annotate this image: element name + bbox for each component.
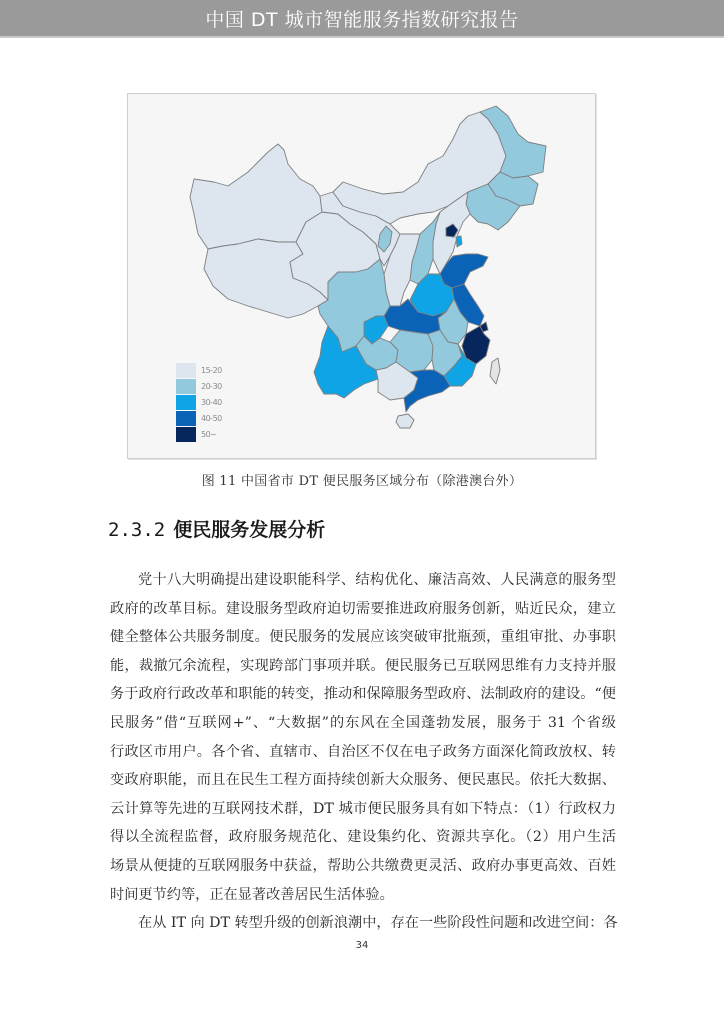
paragraph-line: 得以全流程监督，政府服务规范化、建设集约化、资源共享化。（2）用户生活: [110, 829, 616, 846]
report-title: 中国 DT 城市智能服务指数研究报告: [205, 8, 519, 31]
legend-item: 40-50: [176, 410, 222, 426]
region-hainan: [396, 414, 414, 428]
map-legend: [176, 362, 222, 442]
section-number: 2.3.2: [108, 519, 166, 541]
figure-map: [127, 93, 596, 459]
paragraph-line: 政府的改革目标。建设服务型政府迫切需要推进政府服务创新，贴近民众，建立: [110, 600, 616, 617]
paragraph-line: 云计算等先进的互联网技术群，DT 城市便民服务具有如下特点：（1）行政权力: [110, 800, 616, 817]
paragraph-line: 变政府职能，而且在民生工程方面持续创新大众服务、便民惠民。依托大数据、: [110, 772, 616, 789]
legend-swatch: [176, 363, 196, 378]
section-heading: [108, 515, 325, 542]
legend-swatch: [176, 395, 196, 410]
paragraph-line: 党十八大明确提出建设职能科学、结构优化、廉洁高效、人民满意的服务型: [138, 572, 616, 588]
paragraph-line: 健全整体公共服务制度。便民服务的发展应该突破审批瓶颈，重组审批、办事职: [110, 629, 616, 646]
paragraph-line: 场景从便捷的互联网服务中获益，帮助公共缴费更灵活、政府办事更高效、百姓: [110, 857, 616, 874]
figure-caption: 图 11 中国省市 DT 便民服务区域分布（除港澳台外）: [201, 474, 523, 489]
paragraph-line: 行政区市用户。各个省、直辖市、自治区不仅在电子政务方面深化简政放权、转: [110, 743, 616, 760]
legend-item: 50~: [176, 426, 222, 442]
page-number: 34: [355, 940, 369, 951]
paragraph-line: 能，裁撤冗余流程，实现跨部门事项并联。便民服务已互联网思维有力支持并服: [110, 657, 616, 674]
legend-item: 15-20: [176, 362, 222, 378]
legend-item: 20-30: [176, 378, 222, 394]
body-text: [110, 566, 616, 938]
paragraph-line: 民服务”借“互联网+”、“大数据”的东风在全国蓬勃发展，服务于 31 个省级: [110, 714, 616, 731]
legend-item: 30-40: [176, 394, 222, 410]
paragraph-line: 在从 IT 向 DT 转型升级的创新浪潮中，存在一些阶段性问题和改进空间：各: [138, 915, 618, 932]
paragraph-line: 时间更节约等，正在显著改善居民生活体验。: [110, 886, 394, 903]
legend-swatch: [176, 411, 196, 426]
header-bar: [0, 0, 724, 38]
legend-swatch: [176, 379, 196, 394]
legend-swatch: [176, 427, 196, 442]
paragraph-line: 务于政府行政改革和职能的转变，推动和保障服务型政府、法制政府的建设。“便: [110, 686, 616, 703]
section-title: 便民服务发展分析: [173, 519, 326, 541]
region-tianjin: [456, 236, 462, 247]
region-taiwan: [490, 358, 500, 384]
